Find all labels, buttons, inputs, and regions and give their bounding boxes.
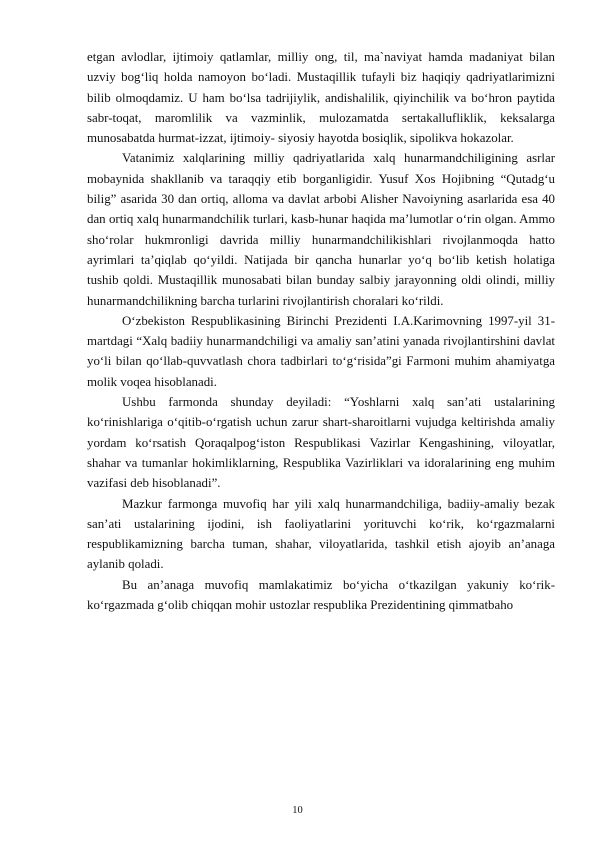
paragraph-3: O‘zbekiston Respublikasining Birinchi Prezidenti I.A.Karimovning 1997-yil 31-martdagi “Xalq badiiy hunarmandchiligi va amaliy san’atini yanada rivojlantirshini davlat yo‘li bilan qo‘llab-quvvatlash chora tadbirlari to‘g‘risida”gi Farmoni muhim ahamiyatga molik voqea hisoblanadi. (87, 313, 555, 389)
paragraph-5: Mazkur farmonga muvofiq har yili xalq hunarmandchiliga, badiiy-amaliy bezak san’ati ustalarining ijodini, ish faoliyatlarini yorituvchi ko‘rik, ko‘rgazmalarni respublikamizning barcha tuman, shahar, viloyatlarida, tashkil etish ajoyib an’anaga aylanib qoladi. (87, 496, 555, 572)
paragraph-6: Bu an’anaga muvofiq mamlakatimiz bo‘yicha o‘tkazilgan yakuniy ko‘rik-ko‘rgazmada g‘olib chiqqan mohir ustozlar respublika Prezidentining qimmatbaho (87, 577, 555, 613)
paragraph-4: Ushbu farmonda shunday deyiladi: “Yoshlarni xalq san’ati ustalarining ko‘rinishlariga o‘qitib-o‘rgatish uchun zarur shart-sharoitlarni vujudga keltirishda amaliy yordam ko‘rsatish Qoraqalpog‘iston Respublikasi Vazirlar Kengashining, viloyatlar, shahar va tumanlar hokimliklarning, Respublika Vazirliklari va idoralarining eng muhim vazifasi deb hisoblanadi”. (87, 395, 555, 491)
paragraph-1: etgan avlodlar, ijtimoiy qatlamlar, milliy ong, til, ma`naviyat hamda madaniyat bilan uzviy bog‘liq holda namoyon bo‘ladi. Mustaqillik tufayli biz haqiqiy qadriyatlarimizni bilib olmoqdamiz. U ham bo‘lsa tadrijiylik, andishalilik, qiyinchilik va bo‘hron paytida sabr-toqat, maromlilik va vazminlik, mulozamatda sertakallufliklik, keksalarga munosabatda hurmat-izzat, ijtimoiy- siyosiy hayotda bosiqlik, sipolikva hokazolar. (87, 50, 555, 146)
paragraph-2: Vatanimiz xalqlarining milliy qadriyatlarida xalq hunarmandchiligining asrlar mobaynida shakllanib va taraqqiy etib borganligidir. Yusuf Xos Hojibning “Qutadg‘u bilig” asarida 30 dan ortiq, alloma va davlat arbobi Alisher Navoiyning asarlarida esa 40 dan ortiq xalq hunarmandchilik turlari, kasb-hunar haqida ma’lumotlar o‘rin olgan. Ammo sho‘rolar hukmronligi davrida milliy hunarmandchilikishlari rivojlanmoqda hatto ayrimlari ta’qiqlab qo‘yildi. Natijada bir qancha hunarlar yo‘q bo‘lib ketish holatiga tushib qoldi. Mustaqillik munosabati bilan bunday salbiy jarayonning oldi olindi, milliy hunarmandchilikning barcha turlarini rivojlantirish choralari ko‘rildi. (87, 151, 555, 308)
page-number: 10 (292, 805, 303, 816)
document-body (87, 47, 555, 615)
